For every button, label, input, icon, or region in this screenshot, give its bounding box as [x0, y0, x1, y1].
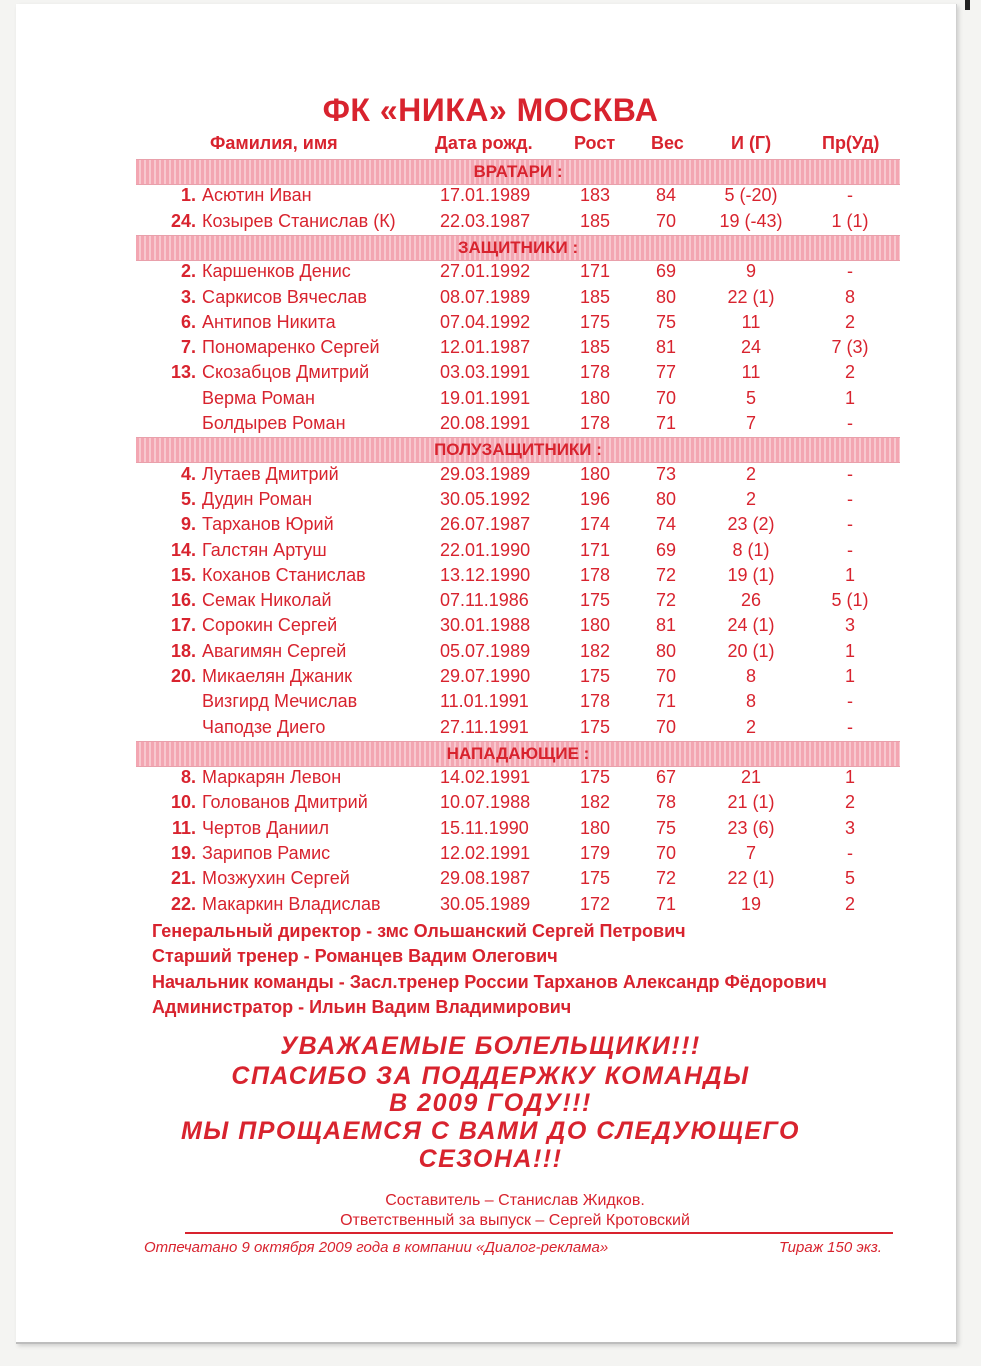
- player-games-goals: 7: [745, 843, 756, 863]
- player-height: 172: [579, 894, 611, 914]
- player-games-goals: 2: [745, 464, 756, 484]
- farewell-line-5: СЕЗОНА!!!: [418, 1145, 563, 1173]
- player-height: 179: [579, 843, 611, 863]
- player-dob: 12.02.1991: [440, 843, 531, 863]
- player-weight: 70: [655, 211, 677, 231]
- player-name: Антипов Никита: [202, 312, 336, 332]
- player-cards: 2: [844, 312, 855, 332]
- player-number: 20.: [170, 666, 196, 686]
- player-weight: 67: [655, 767, 677, 787]
- player-name: Саркисов Вячеслав: [202, 287, 367, 307]
- player-dob: 22.03.1987: [440, 211, 531, 231]
- staple: [965, 0, 970, 10]
- column-header-height: Рост: [574, 133, 616, 153]
- section-header: ПОЛУЗАЩИТНИКИ :: [136, 437, 900, 463]
- player-weight: 69: [655, 261, 677, 281]
- player-dob: 27.01.1992: [440, 261, 531, 281]
- staff-administrator: Администратор - Ильин Вадим Владимирович: [152, 997, 572, 1017]
- player-dob: 20.08.1991: [440, 413, 531, 433]
- player-name: Семак Николай: [202, 590, 332, 610]
- staff-head-coach: Старший тренер - Романцев Вадим Олегович: [152, 946, 558, 966]
- player-number: 13.: [170, 362, 196, 382]
- player-games-goals: 23 (6): [727, 818, 775, 838]
- player-dob: 29.08.1987: [440, 868, 531, 888]
- player-dob: 07.04.1992: [440, 312, 531, 332]
- farewell-line-2: СПАСИБО ЗА ПОДДЕРЖКУ КОМАНДЫ: [231, 1062, 750, 1090]
- player-number: 22.: [170, 894, 196, 914]
- player-cards: -: [847, 691, 853, 711]
- player-games-goals: 24 (1): [727, 615, 775, 635]
- player-number: 19.: [170, 843, 196, 863]
- farewell-line-4: МЫ ПРОЩАЕМСЯ С ВАМИ ДО СЛЕДУЮЩЕГО: [180, 1117, 801, 1145]
- player-height: 178: [579, 565, 611, 585]
- player-cards: 1: [844, 388, 855, 408]
- player-height: 180: [579, 464, 611, 484]
- player-number: 4.: [180, 464, 196, 484]
- section-header: ВРАТАРИ :: [136, 159, 900, 185]
- player-games-goals: 5: [745, 388, 756, 408]
- player-name: Чаподзе Диего: [202, 717, 326, 737]
- player-number: 10.: [170, 792, 196, 812]
- table-row: [0, 868, 981, 893]
- player-cards: -: [847, 261, 853, 281]
- player-weight: 73: [655, 464, 677, 484]
- player-height: 180: [579, 818, 611, 838]
- section-header: НАПАДАЮЩИЕ :: [136, 741, 900, 767]
- player-weight: 72: [655, 868, 677, 888]
- player-cards: 7 (3): [831, 337, 869, 357]
- player-name: Сорокин Сергей: [202, 615, 338, 635]
- player-games-goals: 24: [740, 337, 762, 357]
- player-name: Зарипов Рамис: [202, 843, 331, 863]
- player-name: Верма Роман: [202, 388, 315, 408]
- table-row: [0, 287, 981, 312]
- player-number: 15.: [170, 565, 196, 585]
- player-dob: 22.01.1990: [440, 540, 531, 560]
- player-weight: 75: [655, 312, 677, 332]
- player-height: 174: [579, 514, 611, 534]
- player-number: 11.: [171, 818, 196, 838]
- player-dob: 11.01.1991: [440, 691, 529, 711]
- player-dob: 29.07.1990: [440, 666, 531, 686]
- player-games-goals: 22 (1): [727, 868, 775, 888]
- player-height: 175: [579, 868, 611, 888]
- player-name: Асютин Иван: [202, 185, 312, 205]
- player-height: 178: [579, 413, 611, 433]
- table-row: [0, 590, 981, 615]
- player-name: Макаркин Владислав: [202, 894, 381, 914]
- table-row: [0, 211, 981, 236]
- player-number: 16.: [170, 590, 196, 610]
- player-height: 175: [579, 312, 611, 332]
- player-number: 14.: [170, 540, 196, 560]
- page-title: ФК «НИКА» МОСКВА: [322, 92, 659, 128]
- player-games-goals: 21 (1): [727, 792, 775, 812]
- player-games-goals: 8: [745, 666, 756, 686]
- player-games-goals: 22 (1): [727, 287, 775, 307]
- player-weight: 70: [655, 717, 677, 737]
- table-row: [0, 666, 981, 691]
- player-cards: 3: [844, 615, 855, 635]
- column-header-dob: Дата рожд.: [435, 133, 533, 153]
- player-name: Визгирд Мечислав: [202, 691, 358, 711]
- player-games-goals: 2: [745, 717, 756, 737]
- player-cards: 5: [844, 868, 855, 888]
- player-height: 185: [579, 211, 611, 231]
- player-dob: 15.11.1990: [440, 818, 529, 838]
- player-weight: 78: [655, 792, 677, 812]
- player-name: Авагимян Сергей: [202, 641, 347, 661]
- player-name: Голованов Дмитрий: [202, 792, 368, 812]
- player-dob: 30.01.1988: [440, 615, 531, 635]
- credit-editor: Ответственный за выпуск – Сергей Кротовский: [340, 1212, 690, 1229]
- column-header-cards: Пр(Уд): [822, 133, 880, 153]
- table-row: [0, 337, 981, 362]
- player-height: 175: [579, 666, 611, 686]
- player-weight: 80: [655, 287, 677, 307]
- player-cards: 5 (1): [831, 590, 869, 610]
- player-cards: -: [847, 717, 853, 737]
- player-dob: 07.11.1986: [440, 590, 529, 610]
- player-games-goals: 26: [740, 590, 762, 610]
- player-height: 185: [579, 337, 611, 357]
- player-cards: 1: [844, 641, 855, 661]
- player-name: Чертов Даниил: [202, 818, 329, 838]
- player-height: 196: [579, 489, 611, 509]
- footer-divider: [185, 1232, 893, 1234]
- player-games-goals: 8: [745, 691, 756, 711]
- player-weight: 84: [655, 185, 677, 205]
- table-row: [0, 514, 981, 539]
- player-cards: 2: [844, 894, 855, 914]
- player-dob: 26.07.1987: [440, 514, 531, 534]
- player-number: 17.: [170, 615, 196, 635]
- player-height: 178: [579, 362, 611, 382]
- player-name: Болдырев Роман: [202, 413, 346, 433]
- player-cards: -: [847, 540, 853, 560]
- player-games-goals: 19 (1): [727, 565, 775, 585]
- player-name: Тарханов Юрий: [202, 514, 334, 534]
- player-number: 18.: [170, 641, 196, 661]
- player-weight: 69: [655, 540, 677, 560]
- player-games-goals: 20 (1): [727, 641, 775, 661]
- player-games-goals: 7: [745, 413, 756, 433]
- player-games-goals: 11: [741, 312, 761, 332]
- player-name: Скозабцов Дмитрий: [202, 362, 370, 382]
- farewell-line-3: В 2009 ГОДУ!!!: [389, 1089, 592, 1117]
- circulation-info: Тираж 150 экз.: [779, 1239, 882, 1256]
- player-number: 7.: [180, 337, 196, 357]
- player-cards: 2: [844, 792, 855, 812]
- table-row: [0, 362, 981, 387]
- player-name: Галстян Артуш: [202, 540, 327, 560]
- player-height: 182: [579, 792, 611, 812]
- player-height: 171: [579, 261, 611, 281]
- player-games-goals: 2: [745, 489, 756, 509]
- player-name: Козырев Станислав (К): [202, 211, 396, 231]
- player-name: Коханов Станислав: [202, 565, 366, 585]
- player-name: Маркарян Левон: [202, 767, 342, 787]
- player-cards: -: [847, 464, 853, 484]
- column-header-name: Фамилия, имя: [210, 133, 338, 153]
- player-height: 185: [579, 287, 611, 307]
- player-games-goals: 11: [741, 362, 761, 382]
- player-cards: -: [847, 185, 853, 205]
- player-number: 5.: [180, 489, 196, 509]
- player-number: 3.: [180, 287, 196, 307]
- table-row: [0, 540, 981, 565]
- player-cards: -: [847, 413, 853, 433]
- player-weight: 72: [655, 590, 677, 610]
- player-name: Дудин Роман: [202, 489, 313, 509]
- player-height: 175: [579, 767, 611, 787]
- player-weight: 72: [655, 565, 677, 585]
- table-row: [0, 691, 981, 716]
- player-number: 9.: [180, 514, 196, 534]
- player-number: 8.: [180, 767, 196, 787]
- player-cards: -: [847, 514, 853, 534]
- player-weight: 71: [655, 894, 677, 914]
- farewell-line-1: УВАЖАЕМЫЕ БОЛЕЛЬЩИКИ!!!: [280, 1032, 701, 1060]
- table-row: [0, 792, 981, 817]
- table-row: [0, 894, 981, 919]
- player-dob: 27.11.1991: [440, 717, 529, 737]
- table-row: [0, 413, 981, 438]
- player-weight: 71: [655, 413, 677, 433]
- column-header-games: И (Г): [731, 133, 772, 153]
- player-weight: 77: [655, 362, 677, 382]
- player-height: 180: [579, 388, 611, 408]
- player-number: 24.: [170, 211, 196, 231]
- table-row: [0, 185, 981, 210]
- player-height: 178: [579, 691, 611, 711]
- player-games-goals: 21: [740, 767, 762, 787]
- table-row: [0, 464, 981, 489]
- player-number: 2.: [180, 261, 196, 281]
- player-dob: 14.02.1991: [440, 767, 531, 787]
- table-row: [0, 767, 981, 792]
- player-height: 171: [579, 540, 611, 560]
- staff-team-chief: Начальник команды - Засл.тренер России Тарханов Александр Фёдорович: [152, 972, 827, 992]
- staff-director: Генеральный директор - змс Ольшанский Сергей Петрович: [152, 921, 686, 941]
- table-row: [0, 641, 981, 666]
- table-row: [0, 388, 981, 413]
- table-row: [0, 312, 981, 337]
- player-weight: 81: [655, 337, 677, 357]
- table-row: [0, 615, 981, 640]
- player-cards: 1: [844, 767, 855, 787]
- player-cards: -: [847, 489, 853, 509]
- player-cards: 3: [844, 818, 855, 838]
- player-height: 183: [579, 185, 611, 205]
- player-weight: 70: [655, 666, 677, 686]
- player-games-goals: 9: [745, 261, 756, 281]
- player-dob: 19.01.1991: [440, 388, 531, 408]
- player-name: Лутаев Дмитрий: [202, 464, 339, 484]
- player-weight: 70: [655, 843, 677, 863]
- print-info: Отпечатано 9 октября 2009 года в компании «Диалог-реклама»: [144, 1239, 609, 1256]
- player-weight: 74: [655, 514, 677, 534]
- player-dob: 12.01.1987: [440, 337, 531, 357]
- player-dob: 08.07.1989: [440, 287, 531, 307]
- player-cards: 8: [844, 287, 855, 307]
- player-number: 1.: [180, 185, 196, 205]
- player-games-goals: 5 (-20): [724, 185, 778, 205]
- player-height: 180: [579, 615, 611, 635]
- table-row: [0, 717, 981, 742]
- credit-compiler: Составитель – Станислав Жидков.: [385, 1192, 645, 1209]
- player-name: Каршенков Денис: [202, 261, 351, 281]
- player-dob: 30.05.1989: [440, 894, 531, 914]
- player-weight: 80: [655, 489, 677, 509]
- player-height: 175: [579, 717, 611, 737]
- player-name: Мозжухин Сергей: [202, 868, 350, 888]
- player-cards: 2: [844, 362, 855, 382]
- player-games-goals: 23 (2): [727, 514, 775, 534]
- table-row: [0, 565, 981, 590]
- player-number: 21.: [170, 868, 196, 888]
- player-weight: 71: [655, 691, 677, 711]
- player-dob: 10.07.1988: [440, 792, 531, 812]
- player-height: 175: [579, 590, 611, 610]
- table-row: [0, 489, 981, 514]
- player-weight: 81: [655, 615, 677, 635]
- player-weight: 75: [655, 818, 677, 838]
- player-dob: 29.03.1989: [440, 464, 531, 484]
- column-header-weight: Вес: [651, 133, 684, 153]
- player-name: Микаелян Джаник: [202, 666, 353, 686]
- player-weight: 70: [655, 388, 677, 408]
- player-weight: 80: [655, 641, 677, 661]
- player-cards: -: [847, 843, 853, 863]
- player-cards: 1 (1): [831, 211, 869, 231]
- player-dob: 17.01.1989: [440, 185, 531, 205]
- player-games-goals: 19: [740, 894, 762, 914]
- player-cards: 1: [844, 666, 855, 686]
- player-number: 6.: [180, 312, 196, 332]
- player-dob: 30.05.1992: [440, 489, 531, 509]
- player-dob: 13.12.1990: [440, 565, 531, 585]
- section-header: ЗАЩИТНИКИ :: [136, 235, 900, 261]
- player-dob: 05.07.1989: [440, 641, 531, 661]
- table-row: [0, 818, 981, 843]
- player-games-goals: 8 (1): [732, 540, 770, 560]
- table-row: [0, 261, 981, 286]
- player-dob: 03.03.1991: [440, 362, 531, 382]
- player-cards: 1: [844, 565, 855, 585]
- player-height: 182: [579, 641, 611, 661]
- table-row: [0, 843, 981, 868]
- player-games-goals: 19 (-43): [719, 211, 783, 231]
- player-name: Пономаренко Сергей: [202, 337, 380, 357]
